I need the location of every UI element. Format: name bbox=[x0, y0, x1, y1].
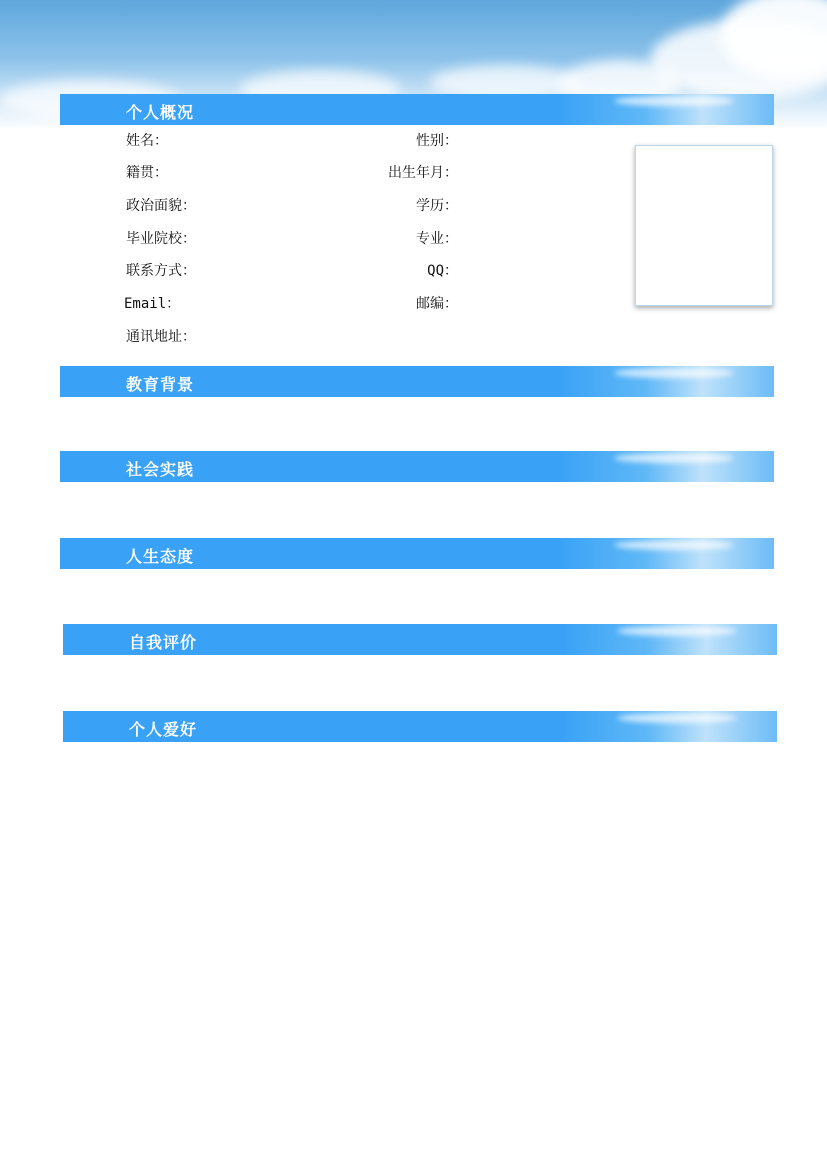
field-postcode: 邮编： bbox=[416, 296, 458, 312]
field-address: 通讯地址： bbox=[126, 329, 196, 345]
section-bar-practice bbox=[60, 451, 774, 482]
section-bar-self-evaluation bbox=[63, 624, 777, 655]
section-bar-education bbox=[60, 366, 774, 397]
section-title: 自我评价 bbox=[129, 633, 198, 652]
section-title: 个人爱好 bbox=[129, 720, 198, 739]
photo-placeholder bbox=[635, 145, 773, 306]
section-title: 人生态度 bbox=[126, 547, 195, 566]
section-title: 个人概况 bbox=[126, 103, 195, 122]
section-title: 教育背景 bbox=[126, 375, 195, 394]
section-bar-hobbies bbox=[63, 711, 777, 742]
section-bar-life-attitude bbox=[60, 538, 774, 569]
field-gender: 性别： bbox=[416, 133, 458, 149]
field-name: 姓名： bbox=[126, 133, 168, 149]
field-major: 专业： bbox=[416, 231, 458, 247]
field-birth: 出生年月： bbox=[388, 165, 458, 181]
section-bar-personal bbox=[60, 94, 774, 125]
field-contact: 联系方式： bbox=[126, 263, 196, 279]
field-native-place: 籍贯： bbox=[126, 165, 168, 181]
field-degree: 学历： bbox=[416, 198, 458, 214]
field-school: 毕业院校： bbox=[126, 231, 196, 247]
section-title: 社会实践 bbox=[126, 460, 195, 479]
field-email: Email： bbox=[124, 296, 181, 312]
field-political: 政治面貌： bbox=[126, 198, 196, 214]
field-qq: QQ： bbox=[427, 263, 458, 279]
